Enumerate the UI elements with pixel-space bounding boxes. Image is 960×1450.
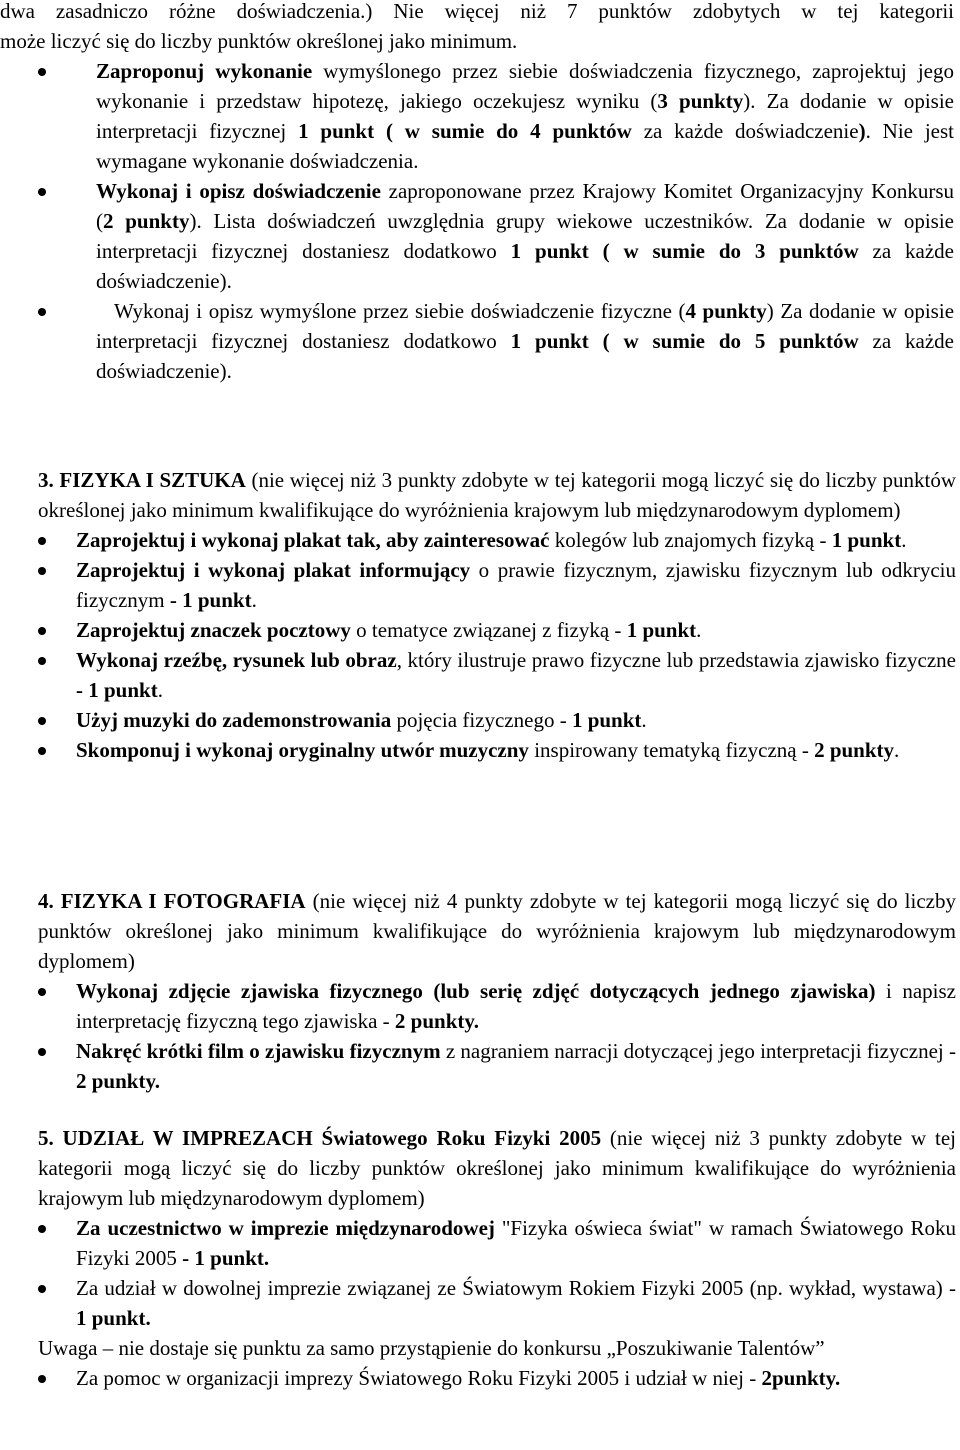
list-item (96, 56, 954, 176)
bullet-icon (38, 657, 46, 665)
bold-text: Skomponuj i wykonaj oryginalny utwór muzyczny (76, 738, 529, 762)
bullet-icon (38, 747, 46, 755)
text: ). Za dodanie w opisie interpretacji fizycznej (96, 89, 955, 143)
section-title: 4. FIZYKA I FOTOGRAFIA (38, 889, 306, 913)
note-paragraph: Uwaga – nie dostaje się punktu za samo przystąpienie do konkursu „Poszukiwanie Talentów” (38, 1336, 825, 1360)
list-item (38, 976, 956, 1036)
list-item (38, 1363, 956, 1393)
text: o prawie fizycznym, zjawisku fizycznym lub odkryciu fizycznym (76, 558, 956, 612)
bullet-icon (38, 567, 46, 575)
text: Za pomoc w organizacji imprezy Światowego Roku Fizyki 2005 i udział w niej - (76, 1366, 762, 1390)
section-heading (38, 1123, 956, 1213)
bold-text: 2 punkty. (394, 1009, 479, 1033)
bold-text: - 1 punkt. (182, 1246, 270, 1270)
list-item (38, 525, 956, 555)
list-item (38, 1273, 956, 1333)
section5-extra-list (38, 1363, 956, 1393)
bold-text: 1 punkt (831, 528, 902, 552)
text: o tematyce związanej z fizyką - (350, 618, 627, 642)
bold-text: 3 punkty (657, 89, 744, 113)
bold-text: 1 punkt ( w sumie do 3 punktów (510, 239, 859, 263)
bold-text: ) (858, 119, 866, 143)
bold-text: 1 punkt (626, 618, 697, 642)
bullet-icon (38, 308, 46, 316)
bold-text: Użyj muzyki do zademonstrowania (76, 708, 392, 732)
bold-text: Wykonaj rzeźbę, rysunek lub obraz (76, 648, 397, 672)
section2-bullet-list (96, 56, 954, 386)
list-item (38, 1036, 956, 1096)
bold-text: Za uczestnictwo w imprezie międzynarodowej (76, 1216, 495, 1240)
text: Za udział w dowolnej imprezie związanej ze Światowym Rokiem Fizyki 2005 (np. wykład, wystawa) - (76, 1276, 956, 1300)
text: . (894, 738, 900, 762)
text: za każde doświadczenie). (96, 329, 954, 383)
list-item (38, 555, 956, 615)
bullet-icon (38, 1375, 46, 1383)
bold-text: 2 punkty (814, 738, 895, 762)
section-heading (38, 465, 956, 525)
list-item (38, 705, 956, 735)
text: i napisz interpretację fizyczną tego zjawiska - (76, 979, 956, 1033)
section-description: (nie więcej niż 3 punkty zdobyte w tej kategorii mogą liczyć się do liczby punktów określonej jako minimum kwalifikujące do wyróżnienia krajowym lub międzynarodowym dyplomem) (38, 1126, 956, 1210)
bullet-icon (38, 627, 46, 635)
section-fizyka-i-sztuka (38, 465, 956, 765)
bold-text: 1 punkt ( w sumie do 5 punktów (510, 329, 859, 353)
bullet-icon (38, 68, 46, 76)
bullet-icon (38, 717, 46, 725)
text: . (641, 708, 647, 732)
bold-text: 2 punkty. (76, 1069, 161, 1093)
list-item (38, 735, 956, 765)
bold-text: 1 punkt. (76, 1306, 151, 1330)
text: . (251, 588, 257, 612)
section-title: 5. UDZIAŁ W IMPREZACH Światowego Roku Fizyki 2005 (38, 1126, 602, 1150)
bold-text: Zaprojektuj i wykonaj plakat informujący (76, 558, 471, 582)
text: ). Lista doświadczeń uwzględnia grupy wiekowe uczestników. Za dodanie w opisie interpretacji fizycznej dostaniesz dodatkowo (96, 209, 955, 263)
bold-text: Zaproponuj wykonanie (96, 59, 313, 83)
bold-text: 4 punkty (685, 299, 767, 323)
text: . (901, 528, 907, 552)
section4-bullet-list (38, 976, 956, 1096)
bold-text: Zaprojektuj znaczek pocztowy (76, 618, 351, 642)
bold-text: 2 punkty (103, 209, 190, 233)
text: inspirowany tematyką fizyczną - (528, 738, 815, 762)
bullet-icon (38, 1285, 46, 1293)
bold-text: - 1 punkt (169, 588, 252, 612)
section-title: 3. FIZYKA I SZTUKA (38, 468, 246, 492)
list-item (38, 645, 956, 705)
section-description: (nie więcej niż 4 punkty zdobyte w tej kategorii mogą liczyć się do liczby punktów określonej jako minimum kwalifikujące do wyróżnienia krajowym lub międzynarodowym dyplomem) (38, 889, 956, 973)
text: kolegów lub znajomych fizyką - (549, 528, 832, 552)
bullet-icon (38, 1048, 46, 1056)
text: ) Za dodanie w opisie interpretacji fizycznej dostaniesz dodatkowo (96, 299, 955, 353)
list-item (38, 1213, 956, 1273)
bullet-icon (38, 188, 46, 196)
bold-text: 2punkty. (761, 1366, 841, 1390)
text: pojęcia fizycznego - (391, 708, 572, 732)
bullet-icon (38, 537, 46, 545)
text: . (157, 678, 163, 702)
bold-text: 1 punkt ( w sumie do 4 punktów (298, 119, 632, 143)
bullet-icon (38, 988, 46, 996)
bold-text: Nakręć krótki film o zjawisku fizycznym (76, 1039, 441, 1063)
section-udzial-w-imprezach (38, 1123, 956, 1393)
text: . (696, 618, 702, 642)
list-item (96, 176, 954, 296)
text: z nagraniem narracji dotyczącej jego interpretacji fizycznej - (440, 1039, 956, 1063)
section-fizyka-i-fotografia (38, 886, 956, 1096)
text: za każde doświadczenie). (96, 239, 954, 293)
text: za każde doświadczenie (631, 119, 859, 143)
section5-bullet-list (38, 1213, 956, 1333)
text: . Nie jest wymagane wykonanie doświadczenia. (96, 119, 955, 173)
intro-line-2: może liczyć się do liczby punktów określonej jako minimum. (0, 29, 518, 53)
intro-paragraph (0, 0, 954, 56)
text: , który ilustruje prawo fizyczne lub przedstawia zjawisko fizyczne (396, 648, 956, 672)
text: zaproponowane przez Krajowy Komitet Organizacyjny Konkursu ( (96, 179, 954, 233)
text: Wykonaj i opisz wymyślone przez siebie doświadczenie fizyczne ( (114, 299, 686, 323)
bold-text: - 1 punkt (76, 678, 158, 702)
text: "Fizyka oświeca świat" w ramach Światowego Roku Fizyki 2005 (76, 1216, 956, 1270)
list-item (96, 296, 954, 386)
list-item (38, 615, 956, 645)
bold-text: Zaprojektuj i wykonaj plakat tak, aby zainteresować (76, 528, 550, 552)
text: wymyślonego przez siebie doświadczenia fizycznego, zaprojektuj jego wykonanie i przedstaw hipotezę, jakiego oczekujesz wyniku ( (96, 59, 954, 113)
intro-line-1: dwa zasadniczo różne doświadczenia.) Nie więcej niż 7 punktów zdobytych w tej kategorii (0, 0, 954, 23)
bold-text: Wykonaj zdjęcie zjawiska fizycznego (lub serię zdjęć dotyczących jednego zjawiska) (76, 979, 876, 1003)
bold-text: 1 punkt (571, 708, 642, 732)
bold-text: Wykonaj i opisz doświadczenie (96, 179, 381, 203)
section3-bullet-list (38, 525, 956, 765)
section-description: (nie więcej niż 3 punkty zdobyte w tej kategorii mogą liczyć się do liczby punktów określonej jako minimum kwalifikujące do wyróżnienia krajowym lub międzynarodowym dyplomem) (38, 468, 956, 522)
section-heading (38, 886, 956, 976)
bullet-icon (38, 1225, 46, 1233)
